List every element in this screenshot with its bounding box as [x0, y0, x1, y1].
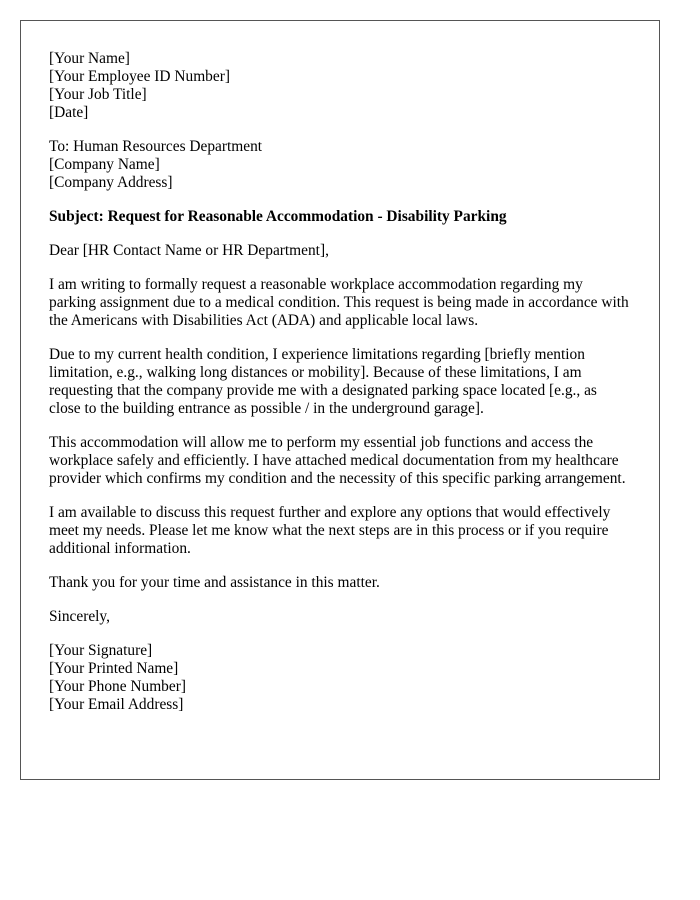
signature-line: [Your Signature] — [49, 642, 153, 659]
sender-employee-id: [Your Employee ID Number] — [49, 68, 230, 85]
letter-subject: Subject: Request for Reasonable Accommodation - Disability Parking — [49, 208, 507, 225]
letter-salutation: Dear [HR Contact Name or HR Department], — [49, 242, 329, 259]
recipient-company-address: [Company Address] — [49, 174, 173, 191]
recipient-to: To: Human Resources Department — [49, 138, 263, 155]
printed-name: [Your Printed Name] — [49, 660, 179, 677]
sender-job-title: [Your Job Title] — [49, 86, 147, 103]
letter-document — [20, 20, 660, 780]
body-paragraph-limitations: Due to my current health condition, I experience limitations regarding [briefly mention limitation, e.g., walking long distances or mobility]. Because of these limitations, I am requesting that the company provide me with a designated parking space located [e.g., as close to the building entrance as possible / in the underground garage]. — [49, 346, 597, 417]
sender-name: [Your Name] — [49, 50, 130, 67]
body-paragraph-availability: I am available to discuss this request further and explore any options that would effectively meet my needs. Please let me know what the next steps are in this process or if you require additional information. — [49, 504, 611, 557]
body-paragraph-request: I am writing to formally request a reasonable workplace accommodation regarding my parking assignment due to a medical condition. This request is being made in accordance with the Americans with Disabilities Act (ADA) and applicable local laws. — [49, 276, 629, 329]
body-paragraph-benefit: This accommodation will allow me to perform my essential job functions and access the workplace safely and efficiently. I have attached medical documentation from my healthcare provider which confirms my condition and the necessity of this specific parking arrangement. — [49, 434, 626, 487]
recipient-company-name: [Company Name] — [49, 156, 160, 173]
signature-block — [49, 642, 632, 714]
body-paragraph-thanks: Thank you for your time and assistance in this matter. — [49, 574, 380, 591]
letter-closing: Sincerely, — [49, 608, 110, 625]
sender-block — [49, 50, 632, 122]
letter-date: [Date] — [49, 104, 89, 121]
email-address: [Your Email Address] — [49, 696, 184, 713]
phone-number: [Your Phone Number] — [49, 678, 186, 695]
recipient-block — [49, 138, 632, 192]
